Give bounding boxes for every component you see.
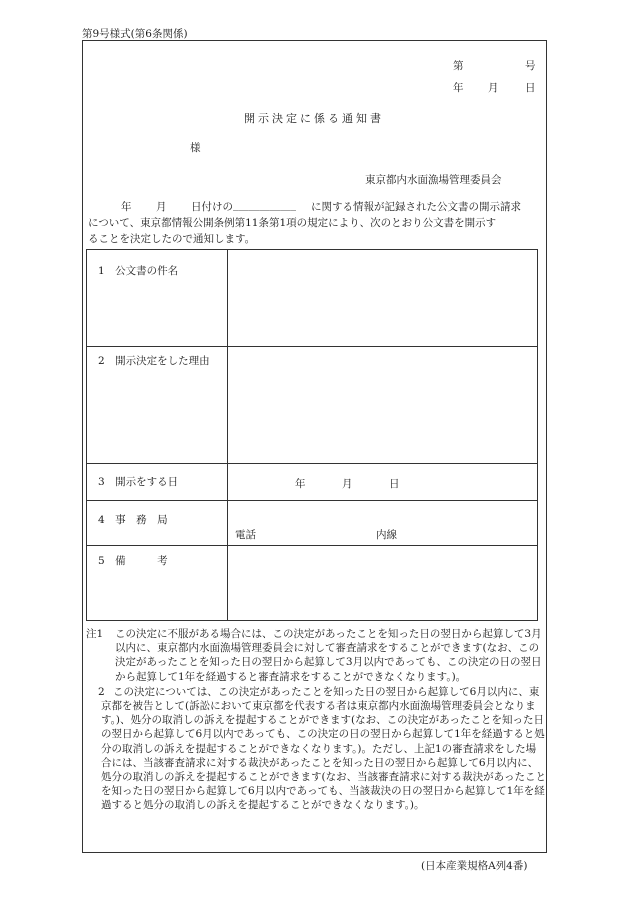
note-1-number: 注1 xyxy=(86,628,104,640)
intro-month: 月 xyxy=(156,201,167,213)
disclosure-date-day: 日 xyxy=(389,478,400,490)
issuer-name: 東京都内水面漁場管理委員会 xyxy=(365,174,502,186)
row-label-disclosure-date: 3 開示をする日 xyxy=(98,476,179,488)
number-prefix: 第 xyxy=(453,60,464,72)
table-row-divider xyxy=(86,346,538,347)
page-title: 開示決定に係る通知書 xyxy=(244,112,384,125)
date-month: 月 xyxy=(488,82,499,94)
disclosure-date-year: 年 xyxy=(295,478,306,490)
note-2 xyxy=(86,685,546,813)
row-label-document-title: 1 公文書の件名 xyxy=(98,265,179,277)
row-label-secretariat: 4 事 務 局 xyxy=(98,514,168,526)
intro-year: 年 xyxy=(121,201,132,213)
intro-day-prefix: 日付けの xyxy=(191,201,233,213)
notes-section xyxy=(86,627,546,813)
form-number: 第9号様式(第6条関係) xyxy=(82,28,188,40)
table-column-divider xyxy=(227,249,228,621)
row-label-decision-reason: 2 開示決定をした理由 xyxy=(98,355,210,367)
table-row-divider xyxy=(86,463,538,464)
secretariat-extension: 内線 xyxy=(376,529,397,541)
intro-line3: ることを決定したので通知します。 xyxy=(88,233,256,245)
date-day: 日 xyxy=(525,82,536,94)
note-2-text: この決定については、この決定があったことを知った日の翌日から起算して6月以内に、東京都を被告として(訴訟において東京都を代表する者は東京都内水面漁場管理委員会となります。)、処分の取消しの訴えを提起することができます(なお、この決定があったことを知った日の翌日から起算して6月以内であっても、この決定の日の翌日から起算して1年を経過すると処分の取消しの訴えを提起することができなくなります。)。ただし、上記1の審査請求をした場合には、当該審査請求に対する裁決があったことを知った日の翌日から起算して6月以内に、処分の取消しの訴えを提起することができます(なお、当該審査請求に対する裁決があったことを知った日の翌日から起算して6月以内であっても、当該裁決の日の翌日から起算して1年を経過すると処分の取消しの訴えを提起することができなくなります。)。 xyxy=(101,685,546,812)
intro-line2: について、東京都情報公開条例第11条第1項の規定により、次のとおり公文書を開示す xyxy=(88,217,497,229)
footer-standard: (日本産業規格A列4番) xyxy=(421,860,528,872)
note-2-number: 2 xyxy=(98,685,105,698)
table-row-divider xyxy=(86,545,538,546)
note-1 xyxy=(86,627,546,684)
disclosure-date-month: 月 xyxy=(342,478,353,490)
intro-blank: ____________ xyxy=(233,199,296,211)
date-year: 年 xyxy=(453,82,464,94)
note-1-text: この決定に不服がある場合には、この決定があったことを知った日の翌日から起算して3月以内に、東京都内水面漁場管理委員会に対して審査請求をすることができます(なお、この決定があったことを知った日の翌日から起算して3月以内であっても、この決定の日の翌日から起算して1年を経過すると審査請求をすることができなくなります。)。 xyxy=(115,628,542,683)
secretariat-phone: 電話 xyxy=(235,529,256,541)
number-suffix: 号 xyxy=(525,60,536,72)
table-row-divider xyxy=(86,500,538,501)
row-label-remarks: 5 備 考 xyxy=(98,555,168,567)
intro-line1: に関する情報が記録された公文書の開示請求 xyxy=(311,201,521,213)
recipient-suffix: 様 xyxy=(190,142,201,154)
